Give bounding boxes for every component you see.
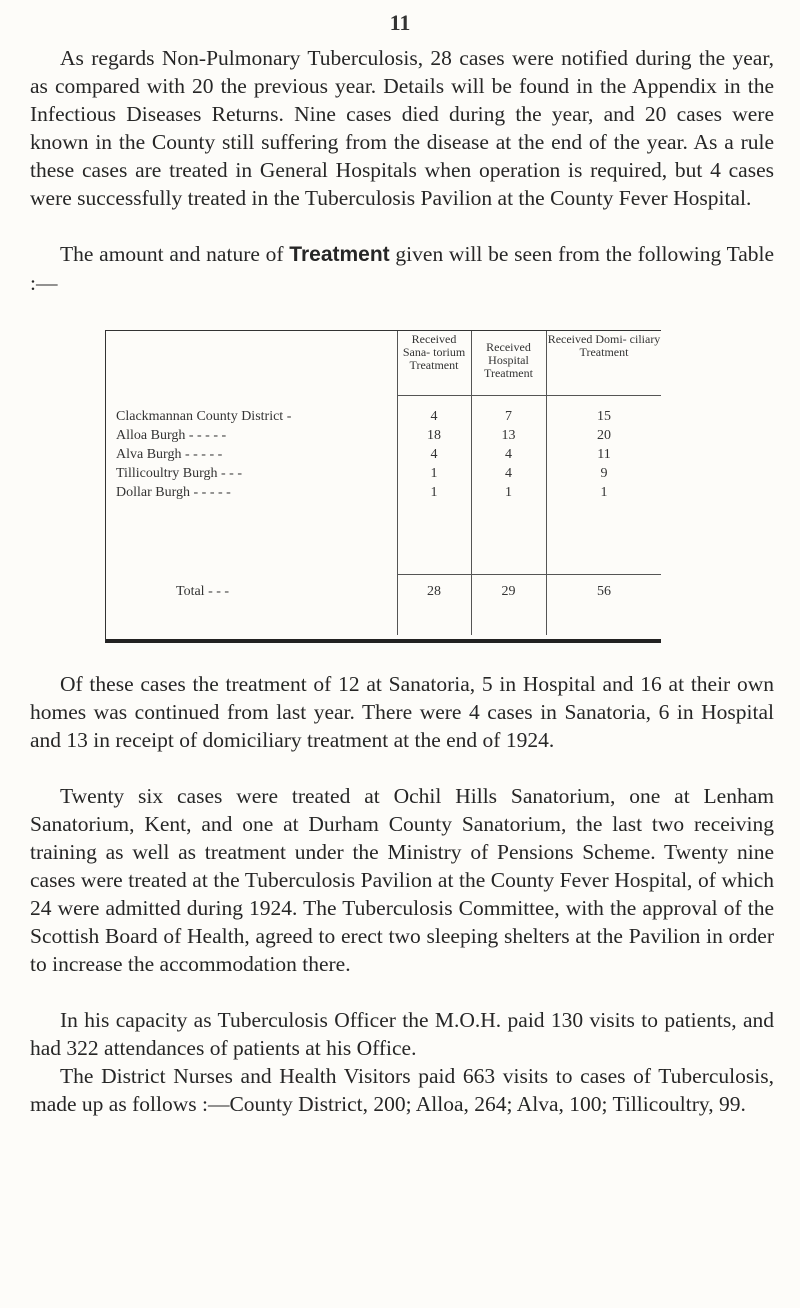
cell-sanatorium: 18 — [427, 428, 441, 443]
cell-sanatorium: 4 — [430, 447, 438, 462]
page-number: 11 — [389, 10, 411, 35]
total-hospital: 29 — [501, 584, 516, 599]
header-sanatorium: Received Sana- torium Treatment — [402, 332, 466, 372]
cell-domiciliary: 20 — [597, 428, 611, 443]
total-sanatorium: 28 — [427, 584, 441, 599]
row-label: Tillicoultry Burgh - - - — [116, 466, 243, 481]
paragraph-treatment-intro — [30, 240, 774, 297]
row-label: Dollar Burgh - - - - - — [116, 485, 231, 500]
cell-hospital: 4 — [505, 447, 512, 462]
treatment-table — [105, 330, 661, 643]
cell-domiciliary: 15 — [597, 409, 611, 424]
cell-hospital: 1 — [505, 485, 512, 500]
paragraph-district-nurses: The District Nurses and Health Visitors paid 663 visits to cases of Tuberculosis, made up as follows :—County District, 200; Alloa, 264; Alva, 100; Tillicoultry, 99. — [30, 1064, 774, 1116]
paragraph-continued-treatment: Of these cases the treatment of 12 at Sanatoria, 5 in Hospital and 16 at their own homes was continued from last year. There were 4 cases in Sanatoria, 6 in Hospital and 13 in receipt of domiciliary treatment at the end of 1924. — [30, 672, 774, 752]
header-hospital: Received Hospital Treatment — [484, 340, 533, 380]
row-label: Alva Burgh - - - - - — [116, 447, 223, 462]
row-label: Clackmannan County District - — [116, 409, 292, 424]
total-label: Total - - - — [176, 584, 230, 599]
cell-sanatorium: 4 — [430, 409, 438, 424]
header-domiciliary: Received Domi- ciliary Treatment — [547, 332, 661, 359]
cell-domiciliary: 1 — [600, 485, 608, 500]
treatment-heading-word: Treatment — [289, 243, 390, 266]
paragraph-tuberculosis-officer: In his capacity as Tuberculosis Officer the M.O.H. paid 130 visits to patients, and had 322 attendances of patients at his Office. — [30, 1008, 774, 1060]
paragraph-sanatoria: Twenty six cases were treated at Ochil Hills Sanatorium, one at Lenham Sanatorium, Kent, and one at Durham County Sanatorium, the last two receiving training as well as treatment under the Ministry of Pensions Scheme. Twenty nine cases were treated at the Tuberculosis Pavilion at the County Fever Hospital, of which 24 were admitted during 1924. The Tuberculosis Committee, with the approval of the Scottish Board of Health, agreed to erect two sleeping shelters at the Pavilion in order to increase the accommodation there. — [30, 784, 774, 976]
cell-hospital: 7 — [505, 409, 512, 424]
row-label: Alloa Burgh - - - - - — [116, 428, 227, 443]
cell-sanatorium: 1 — [430, 485, 438, 500]
cell-domiciliary: 11 — [597, 447, 611, 462]
total-domiciliary: 56 — [597, 584, 611, 599]
cell-hospital: 4 — [505, 466, 512, 481]
cell-sanatorium: 1 — [430, 466, 438, 481]
cell-hospital: 13 — [501, 428, 516, 443]
treatment-intro-text-end: given will be seen from the following Table :— — [30, 242, 775, 295]
cell-domiciliary: 9 — [600, 466, 608, 481]
treatment-intro-text-start: The amount and nature of — [60, 242, 284, 266]
paragraph-non-pulmonary: As regards Non-Pulmonary Tuberculosis, 28 cases were notified during the year, as compared with 20 the previous year. Details will be found in the Appendix in the Infectious Diseases Returns. Nine cases died during the year, and 20 cases were known in the County still suffering from the disease at the end of the year. As a rule these cases are treated in General Hospitals when operation is required, but 4 cases were successfully treated in the Tuberculosis Pavilion at the County Fever Hospital. — [30, 46, 774, 210]
